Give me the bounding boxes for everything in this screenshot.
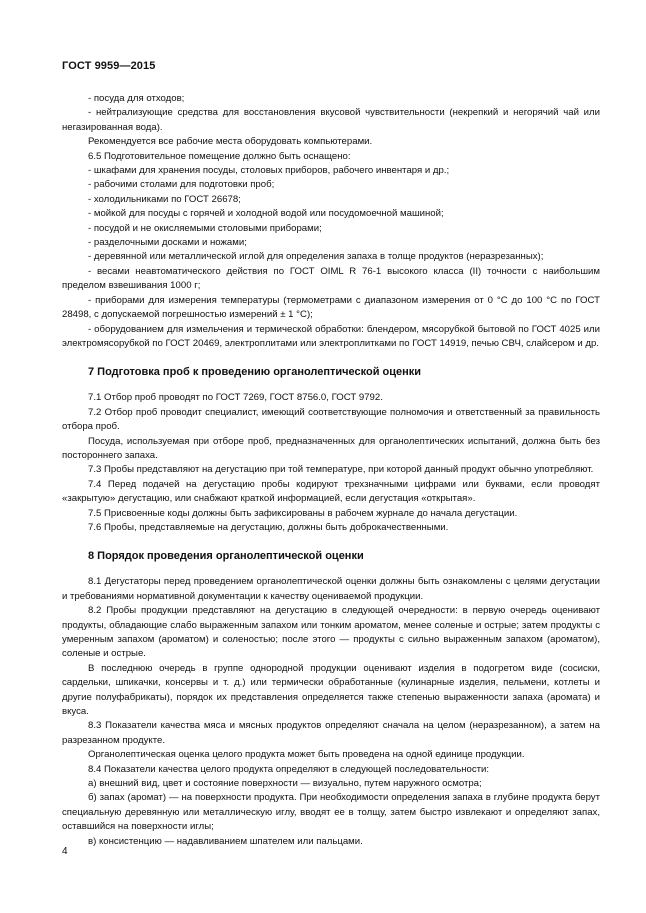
document-header: ГОСТ 9959—2015 [62,60,156,72]
list-item: - разделочными досками и ножами; [88,237,247,249]
paragraph: 7.3 Пробы представляют на дегустацию при той температуре, при которой данный продукт обычно употребляют. [88,464,594,476]
paragraph: 8.3 Показатели качества мяса и мясных продуктов определяют сначала на целом (неразрезанном), а затем на разрезанном продукте. [62,720,600,746]
paragraph: 7.2 Отбор проб проводит специалист, имеющий соответствующие полномочия и ответственный за правильность отбора проб. [62,406,600,433]
page-number: 4 [62,846,68,857]
paragraph: Органолептическая оценка целого продукта может быть проведена на одной единице продукции. [88,749,525,761]
list-item: - весами неавтоматического действия по ГОСТ OIML R 76-1 высокого класса (II) точности с наибольшим пределом взвешивания 1000 г; [62,265,600,292]
document-body [62,92,600,849]
list-item: - оборудованием для измельчения и термической обработки: блендером, мясорубкой бытовой по ГОСТ 4025 или электромясорубкой по ГОСТ 20469, электроплитами или электроплитками по ГОСТ 14919, печью СВЧ, слайсером и др. [62,323,600,349]
paragraph: 6.5 Подготовительное помещение должно быть оснащено: [88,150,351,162]
paragraph: 8.1 Дегустаторы перед проведением органолептической оценки должны быть ознакомлены с целями дегустации и требованиями нормативной документации к качеству оцениваемой продукции. [62,576,600,602]
paragraph: 7.1 Отбор проб проводят по ГОСТ 7269, ГОСТ 8756.0, ГОСТ 9792. [88,392,383,404]
paragraph: а) внешний вид, цвет и состояние поверхности — визуально, путем наружного осмотра; [88,778,482,790]
list-item: - шкафами для хранения посуды, столовых приборов, рабочего инвентаря и др.; [88,165,450,177]
section-heading: 7 Подготовка проб к проведению органолептической оценки [88,366,422,379]
list-item: - рабочими столами для подготовки проб; [88,179,275,191]
list-item: - посуда для отходов; [88,93,185,104]
list-item: - нейтрализующие средства для восстановления вкусовой чувствительности (некрепкий и негорячий чай или негазированная вода). [62,107,600,133]
paragraph: 7.5 Присвоенные коды должны быть зафиксированы в рабочем журнале до начала дегустации. [88,507,518,519]
paragraph: 8.4 Показатели качества целого продукта определяют в следующей последовательности: [88,763,490,775]
list-item: - посудой и не окисляемыми столовыми приборами; [88,222,322,234]
list-item: - мойкой для посуды с горячей и холодной водой или посудомоечной машиной; [88,208,444,220]
list-item: - холодильниками по ГОСТ 26678; [88,193,241,205]
paragraph: В последнюю очередь в группе однородной продукции оценивают изделия в подогретом виде (сосиски, сардельки, шпикачки, консервы и т. д.) или термически обработанные (кулинарные изделия, пельмени, котлеты и другие полуфабрикаты), порядок их представления определяется также степенью выраженности запаха (аромата) и вкуса. [62,662,600,718]
paragraph: 7.6 Пробы, представляемые на дегустацию, должны быть доброкачественными. [88,521,449,533]
paragraph: 8.2 Пробы продукции представляют на дегустацию в следующей очередности: в первую очередь оценивают продукты, обладающие слабо выраженным запахом или тонким ароматом, менее соленые и острые; затем продукты с умеренным запахом (ароматом) и соленостью; после этого — продукты с сильно выраженным запахом (ароматом), соленые и острые. [62,605,600,660]
paragraph: Посуда, используемая при отборе проб, предназначенных для органолептических испытаний, должна быть без постороннего запаха. [62,435,600,461]
paragraph: 7.4 Перед подачей на дегустацию пробы кодируют трехзначными цифрами или буквами, если проводят «закрытую» дегустацию, или снабжают краткой информацией, если дегустация «открытая». [62,478,600,505]
paragraph: Рекомендуется все рабочие места оборудовать компьютерами. [88,136,373,148]
section-heading: 8 Порядок проведения органолептической оценки [88,550,364,563]
list-item: - деревянной или металлической иглой для определения запаха в толще продуктов (неразрезанных); [88,251,544,263]
list-item: - приборами для измерения температуры (термометрами с диапазоном измерения от 0 °С до 100 °С по ГОСТ 28498, с допускаемой погрешностью измерений ± 1 °С); [62,294,600,321]
paragraph: в) консистенцию — надавливанием шпателем или пальцами. [88,835,363,847]
paragraph: б) запах (аромат) — на поверхности продукта. При необходимости определения запаха в глубине продукта берут специальную деревянную или металлическую иглу, вводят ее в толщу, затем быстро извлекают и определяют запах, оставшийся на поверхности иглы; [62,792,600,833]
